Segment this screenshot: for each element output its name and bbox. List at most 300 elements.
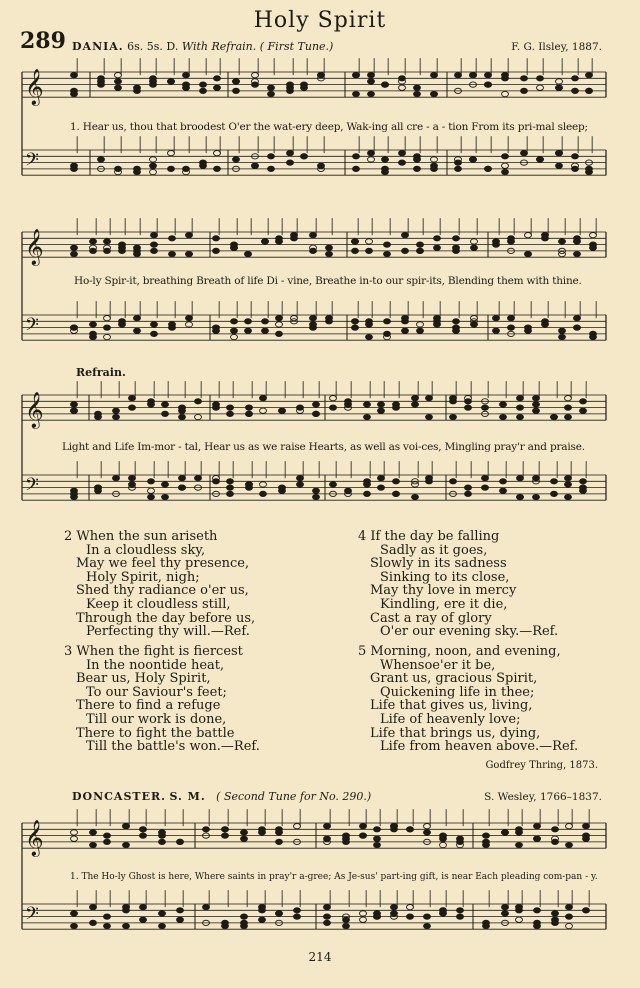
verse-number: 3 — [64, 644, 73, 659]
note-head — [366, 239, 373, 244]
note-head — [533, 476, 540, 481]
note-head — [393, 491, 400, 496]
note-head — [368, 157, 375, 162]
note-head — [98, 76, 105, 81]
tune-name: DANIA. — [72, 40, 124, 53]
note-head — [434, 245, 441, 250]
note-head — [424, 923, 431, 928]
note-head — [140, 827, 147, 832]
note-head — [559, 334, 566, 339]
note-head — [301, 82, 308, 87]
note-head — [366, 334, 373, 339]
note-head — [537, 157, 544, 162]
note-head — [287, 151, 294, 156]
note-head — [537, 76, 544, 81]
note-head — [565, 405, 572, 410]
note-head — [368, 73, 375, 78]
note-head — [455, 160, 462, 165]
note-head — [399, 76, 406, 81]
note-head — [502, 830, 509, 835]
note-head — [200, 82, 207, 87]
note-head — [414, 166, 421, 171]
note-head — [455, 73, 462, 78]
note-head — [134, 245, 141, 250]
note-head — [115, 166, 122, 171]
note-head — [407, 914, 414, 919]
note-head — [343, 839, 350, 844]
note-head — [353, 91, 360, 96]
note-head — [565, 476, 572, 481]
note-head — [566, 923, 573, 928]
note-head — [352, 248, 359, 253]
note-head — [214, 76, 221, 81]
note-head — [168, 151, 175, 156]
note-head — [364, 491, 371, 496]
note-head — [252, 82, 259, 87]
note-head — [227, 491, 234, 496]
note-head — [353, 166, 360, 171]
note-head — [343, 923, 350, 928]
note-head — [162, 494, 169, 499]
note-head — [313, 411, 320, 416]
note-head — [574, 325, 581, 330]
note-head — [123, 824, 130, 829]
note-head — [482, 485, 489, 490]
note-head — [123, 842, 130, 847]
note-head — [500, 479, 507, 484]
note-head — [500, 414, 507, 419]
note-head — [382, 169, 389, 174]
note-head — [150, 157, 157, 162]
note-head — [352, 325, 359, 330]
note-head — [71, 494, 78, 499]
note-head — [417, 242, 424, 247]
note-head — [287, 82, 294, 87]
note-head — [352, 239, 359, 244]
note-head — [291, 316, 298, 321]
note-head — [485, 73, 492, 78]
note-head — [583, 908, 590, 913]
second-tune-meter: S. M. — [169, 790, 206, 803]
note-head — [276, 316, 283, 321]
note-head — [115, 73, 122, 78]
note-head — [140, 917, 147, 922]
note-head — [294, 914, 301, 919]
note-head — [368, 151, 375, 156]
refrain-lyric: Light and Life Im-mor - tal, Hear us as we raise Hearts, as well as voi-ces, Mingling pray'r and praise. — [62, 441, 585, 453]
note-head — [525, 325, 532, 330]
note-head — [291, 236, 298, 241]
note-head — [502, 169, 509, 174]
note-head — [104, 914, 111, 919]
note-head — [326, 316, 333, 321]
note-head — [483, 839, 490, 844]
note-head — [148, 399, 155, 404]
note-head — [552, 827, 559, 832]
note-head — [360, 911, 367, 916]
note-head — [313, 402, 320, 407]
note-head — [552, 920, 559, 925]
note-head — [90, 920, 97, 925]
note-head — [471, 239, 478, 244]
note-head — [559, 239, 566, 244]
note-head — [412, 482, 419, 487]
note-head — [455, 166, 462, 171]
note-head — [368, 91, 375, 96]
note-head — [402, 328, 409, 333]
note-head — [259, 827, 266, 832]
note-head — [424, 830, 431, 835]
note-head — [382, 157, 389, 162]
note-head — [559, 328, 566, 333]
note-head — [159, 923, 166, 928]
note-head — [231, 245, 238, 250]
note-head — [434, 322, 441, 327]
note-head — [129, 476, 136, 481]
note-head — [71, 73, 78, 78]
note-head — [378, 476, 385, 481]
note-head — [551, 479, 558, 484]
note-head — [134, 316, 141, 321]
note-head — [179, 476, 186, 481]
note-head — [517, 414, 524, 419]
note-head — [551, 491, 558, 496]
second-tune-note: ( Second Tune for No. 290.) — [216, 790, 372, 803]
note-head — [318, 73, 325, 78]
note-head — [134, 85, 141, 90]
note-head — [345, 488, 352, 493]
note-head — [457, 914, 464, 919]
words-credit: Godfrey Thring, 1873. — [485, 760, 598, 771]
note-head — [457, 839, 464, 844]
note-head — [330, 396, 337, 401]
note-head — [391, 824, 398, 829]
note-head — [222, 920, 229, 925]
note-head — [508, 316, 515, 321]
note-head — [399, 160, 406, 165]
note-head — [150, 79, 157, 84]
note-head — [276, 322, 283, 327]
note-head — [412, 402, 419, 407]
note-head — [186, 316, 193, 321]
note-head — [552, 911, 559, 916]
note-head — [222, 833, 229, 838]
note-head — [294, 908, 301, 913]
note-head — [259, 917, 266, 922]
note-head — [177, 917, 184, 922]
note-head — [150, 163, 157, 168]
verse-5: 5 Morning, noon, and evening, Whensoe'er it be, Grant us, gracious Spirit, Quickening life in thee; Life that gives us, living, Life of heavenly love; Life that brings us, dying, Life from heaven above.—Ref. — [358, 644, 579, 755]
note-head — [465, 399, 472, 404]
note-head — [168, 166, 175, 171]
note-head — [241, 830, 248, 835]
note-head — [364, 414, 371, 419]
note-head — [151, 248, 158, 253]
note-head — [517, 405, 524, 410]
note-head — [231, 328, 238, 333]
note-head — [533, 494, 540, 499]
note-head — [90, 331, 97, 336]
note-head — [450, 399, 457, 404]
note-head — [287, 160, 294, 165]
note-head — [502, 154, 509, 159]
note-head — [98, 157, 105, 162]
note-head — [590, 233, 597, 238]
note-head — [134, 328, 141, 333]
treble-clef: 𝄞 — [25, 820, 44, 857]
note-head — [364, 482, 371, 487]
note-head — [493, 316, 500, 321]
note-head — [424, 824, 431, 829]
note-head — [214, 85, 221, 90]
note-head — [186, 322, 193, 327]
second-tune-header — [72, 790, 371, 803]
note-head — [104, 325, 111, 330]
note-head — [195, 476, 202, 481]
page-number: 214 — [308, 950, 332, 964]
note-head — [200, 88, 207, 93]
note-head — [343, 917, 350, 922]
note-head — [586, 169, 593, 174]
note-head — [71, 245, 78, 250]
note-head — [502, 163, 509, 168]
note-head — [98, 82, 105, 87]
note-head — [424, 914, 431, 919]
note-head — [195, 399, 202, 404]
note-head — [113, 476, 120, 481]
hymn-number: 289 — [20, 28, 66, 54]
note-head — [566, 842, 573, 847]
note-head — [214, 166, 221, 171]
note-head — [262, 239, 269, 244]
note-head — [71, 402, 78, 407]
note-head — [310, 248, 317, 253]
note-head — [374, 827, 381, 832]
note-head — [276, 830, 283, 835]
note-head — [324, 920, 331, 925]
note-head — [384, 331, 391, 336]
note-head — [586, 88, 593, 93]
note-head — [556, 151, 563, 156]
note-head — [566, 824, 573, 829]
note-head — [574, 251, 581, 256]
verse-4: 4 If the day be falling Sadly as it goes, Slowly in its sadness Sinking to its close, May thy love in mercy Kindling, ere it die, Cast a ray of glory O'er our evening sky.—Ref. — [358, 529, 559, 640]
note-head — [391, 911, 398, 916]
note-head — [260, 482, 267, 487]
note-head — [260, 396, 267, 401]
note-head — [324, 824, 331, 829]
treble-clef: 𝄞 — [25, 229, 44, 266]
note-head — [324, 914, 331, 919]
note-head — [393, 402, 400, 407]
note-head — [276, 839, 283, 844]
note-head — [326, 251, 333, 256]
note-head — [148, 479, 155, 484]
note-head — [580, 408, 587, 413]
note-head — [360, 824, 367, 829]
note-head — [453, 245, 460, 250]
note-head — [177, 839, 184, 844]
note-head — [414, 157, 421, 162]
note-head — [586, 73, 593, 78]
note-head — [104, 923, 111, 928]
note-head — [471, 316, 478, 321]
note-head — [378, 485, 385, 490]
note-head — [203, 905, 210, 910]
note-head — [580, 399, 587, 404]
note-head — [279, 485, 286, 490]
note-head — [556, 163, 563, 168]
note-head — [231, 319, 238, 324]
note-head — [233, 157, 240, 162]
note-head — [565, 482, 572, 487]
note-head — [502, 911, 509, 916]
note-head — [119, 319, 126, 324]
note-head — [115, 79, 122, 84]
note-head — [374, 842, 381, 847]
note-head — [470, 157, 477, 162]
note-head — [574, 316, 581, 321]
note-head — [123, 923, 130, 928]
note-head — [580, 479, 587, 484]
note-head — [203, 827, 210, 832]
note-head — [431, 157, 438, 162]
note-head — [590, 334, 597, 339]
note-head — [521, 88, 528, 93]
verse-number: 4 — [358, 529, 367, 544]
note-head — [384, 319, 391, 324]
note-head — [268, 154, 275, 159]
note-head — [534, 824, 541, 829]
note-head — [260, 408, 267, 413]
note-head — [162, 482, 169, 487]
composer-credit: F. G. Ilsley, 1887. — [511, 41, 602, 53]
note-head — [402, 248, 409, 253]
note-head — [169, 325, 176, 330]
refrain-label: Refrain. — [76, 366, 126, 379]
note-head — [71, 911, 78, 916]
note-head — [399, 151, 406, 156]
note-head — [440, 842, 447, 847]
note-head — [313, 488, 320, 493]
note-head — [407, 905, 414, 910]
note-head — [252, 73, 259, 78]
note-head — [542, 319, 549, 324]
note-head — [364, 402, 371, 407]
second-tune-name: DONCASTER. — [72, 790, 166, 803]
verse-3: 3 When the fight is fiercest In the noontide heat, Bear us, Holy Spirit, To our Saviour's feet; There to find a refuge Till our work is done, There to fight the battle Till the battle's won.—Ref. — [64, 644, 260, 755]
note-head — [241, 836, 248, 841]
note-head — [434, 316, 441, 321]
note-head — [431, 73, 438, 78]
note-head — [159, 839, 166, 844]
page-title: Holy Spirit — [253, 8, 387, 33]
note-head — [169, 251, 176, 256]
note-head — [483, 833, 490, 838]
note-head — [71, 408, 78, 413]
note-head — [179, 485, 186, 490]
note-head — [213, 479, 220, 484]
note-head — [151, 322, 158, 327]
note-head — [260, 491, 267, 496]
note-head — [245, 319, 252, 324]
note-head — [129, 405, 136, 410]
verse-2: 2 When the sun ariseth In a cloudless sky, May we feel thy presence, Holy Spirit, nigh; Shed thy radiance o'er us, Keep it cloudless still, Through the day before us, Perfecting thy will.—Ref. — [64, 529, 256, 640]
note-head — [360, 917, 367, 922]
note-head — [71, 163, 78, 168]
lyric-line-1: 1. Hear us, thou that broodest O'er the wat-ery deep, Wak-ing all cre - a - tion From its pri-mal sleep; — [70, 121, 588, 133]
note-head — [493, 328, 500, 333]
note-head — [276, 331, 283, 336]
note-head — [516, 917, 523, 922]
note-head — [412, 396, 419, 401]
note-head — [465, 405, 472, 410]
note-head — [259, 905, 266, 910]
note-head — [345, 402, 352, 407]
note-head — [71, 836, 78, 841]
note-head — [378, 402, 385, 407]
note-head — [533, 408, 540, 413]
treble-clef: 𝄞 — [25, 392, 44, 429]
note-head — [393, 479, 400, 484]
note-head — [482, 405, 489, 410]
note-head — [90, 842, 97, 847]
note-head — [426, 414, 433, 419]
note-head — [245, 251, 252, 256]
note-head — [450, 479, 457, 484]
note-head — [104, 839, 111, 844]
note-head — [502, 91, 509, 96]
note-head — [565, 414, 572, 419]
bass-clef: 𝄢 — [25, 314, 39, 340]
note-head — [440, 908, 447, 913]
note-head — [580, 488, 587, 493]
note-head — [572, 76, 579, 81]
note-head — [113, 414, 120, 419]
note-head — [241, 914, 248, 919]
note-head — [151, 331, 158, 336]
note-head — [566, 905, 573, 910]
note-head — [384, 242, 391, 247]
bass-clef: 𝄢 — [25, 474, 39, 500]
note-head — [297, 476, 304, 481]
note-head — [426, 479, 433, 484]
note-head — [508, 325, 515, 330]
note-head — [485, 82, 492, 87]
note-head — [559, 251, 566, 256]
note-head — [71, 923, 78, 928]
lyric-line-2: Ho-ly Spir-it, breathing Breath of life Di - vine, Breathe in-to our spir-its, Blending them with thine. — [74, 275, 582, 287]
note-head — [246, 411, 253, 416]
note-head — [485, 166, 492, 171]
second-tune-lyric: 1. The Ho-ly Ghost is here, Where saints in pray'r a-gree; As Je-sus' part-ing gift, is near Each pleading com-pan - y. — [70, 872, 598, 882]
note-head — [104, 334, 111, 339]
note-head — [268, 166, 275, 171]
note-head — [566, 914, 573, 919]
note-head — [517, 396, 524, 401]
note-head — [95, 488, 102, 493]
note-head — [90, 322, 97, 327]
direction: With Refrain. — [181, 40, 257, 53]
note-head — [402, 316, 409, 321]
second-tune-composer: S. Wesley, 1766–1837. — [484, 791, 602, 803]
note-head — [297, 482, 304, 487]
note-head — [324, 836, 331, 841]
note-head — [574, 239, 581, 244]
note-head — [134, 166, 141, 171]
verse-number: 2 — [64, 529, 73, 544]
note-head — [465, 485, 472, 490]
